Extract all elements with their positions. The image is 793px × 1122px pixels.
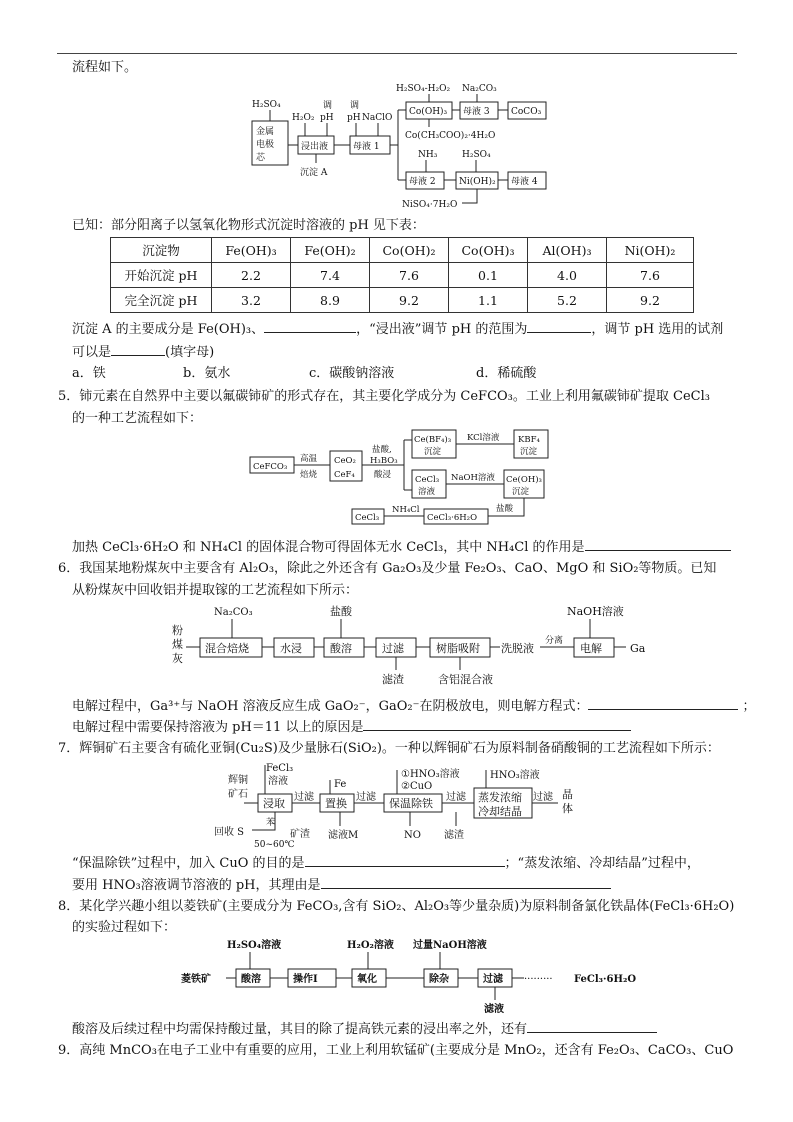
svg-text:沉淀: 沉淀 [424, 447, 442, 457]
q7-question-a: “保温除铁”过程中，加入 CuO 的目的是 ；“蒸发浓缩、冷却结晶”过程中， [72, 856, 700, 871]
svg-text:Co(OH)₃: Co(OH)₃ [409, 107, 448, 117]
svg-text:溶液: 溶液 [268, 776, 288, 787]
svg-text:H₂SO₄溶液: H₂SO₄溶液 [227, 940, 282, 951]
svg-text:盐酸: 盐酸 [330, 605, 352, 618]
q6-line1: 6．我国某地粉煤灰中主要含有 Al₂O₃，除此之外还含有 Ga₂O₃及少量 Fe₂O₃、CaO、MgO 和 SiO₂等物质。已知 [58, 561, 717, 576]
svg-text:②CuO: ②CuO [401, 781, 433, 792]
svg-text:煤: 煤 [172, 638, 183, 651]
q9-line1: 9．高纯 MnCO₃在电子工业中有重要的应用，工业上利用软锰矿(主要成分是 MnO₂，还含有 Fe₂O₃、CaCO₃、CuO [58, 1043, 734, 1058]
svg-text:水浸: 水浸 [280, 642, 302, 655]
svg-text:酸溶: 酸溶 [330, 642, 352, 655]
svg-text:矿石: 矿石 [228, 789, 248, 800]
svg-text:NH₄Cl: NH₄Cl [392, 505, 420, 515]
q6-question-b: 电解过程中需要保持溶液为 pH＝11 以上的原因是 [72, 718, 631, 736]
svg-text:高温: 高温 [300, 454, 318, 464]
svg-text:矿渣: 矿渣 [290, 829, 310, 840]
svg-text:CeCl₃·6H₂O: CeCl₃·6H₂O [427, 513, 478, 523]
known-text: 已知：部分阳离子以氢氧化物形式沉淀时溶液的 pH 见下表： [72, 218, 425, 233]
q6-question-a: 电解过程中，Ga³⁺与 NaOH 溶液反应生成 GaO₂⁻，GaO₂⁻在阴极放电，则电解方程式： ； [72, 699, 756, 714]
svg-text:树脂吸附: 树脂吸附 [436, 642, 480, 655]
q5-line1: 5．铈元素在自然界中主要以氟碳铈矿的形式存在，其主要化学成分为 CeFCO₃。工业上利用氟碳铈矿提取 CeCl₃ [58, 389, 710, 404]
svg-text:50~60℃: 50~60℃ [254, 840, 295, 850]
svg-text:过滤: 过滤 [533, 792, 553, 803]
svg-text:H₂O₂溶液: H₂O₂溶液 [347, 940, 394, 951]
svg-text:操作Ⅰ: 操作Ⅰ [293, 974, 318, 985]
svg-text:NaClO: NaClO [362, 113, 393, 123]
svg-text:含铝混合液: 含铝混合液 [438, 673, 493, 686]
svg-text:NH₃: NH₃ [418, 150, 438, 160]
svg-text:混合焙烧: 混合焙烧 [205, 642, 249, 655]
svg-text:Na₂CO₃: Na₂CO₃ [462, 84, 497, 94]
svg-text:菱铁矿: 菱铁矿 [181, 974, 211, 985]
svg-text:调: 调 [323, 101, 333, 111]
svg-text:母液 3: 母液 3 [463, 107, 490, 117]
q8-line1: 8．某化学兴趣小组以菱铁矿(主要成分为 FeCO₃,含有 SiO₂、Al₂O₃等少量杂质)为原料制备氯化铁晶体(FeCl₃·6H₂O) [58, 899, 735, 914]
svg-text:Ce(BF₄)₃: Ce(BF₄)₃ [414, 435, 452, 445]
svg-text:电解: 电解 [580, 642, 602, 655]
svg-text:洗脱液: 洗脱液 [501, 642, 534, 655]
svg-text:沉淀: 沉淀 [520, 447, 538, 457]
svg-text:pH: pH [320, 113, 334, 123]
svg-text:浸取: 浸取 [263, 797, 285, 810]
svg-text:CeCl₃: CeCl₃ [415, 475, 440, 485]
svg-text:过滤: 过滤 [382, 642, 404, 655]
svg-text:粉: 粉 [172, 624, 183, 637]
svg-text:CeO₂: CeO₂ [334, 456, 356, 466]
svg-text:Fe: Fe [334, 779, 347, 790]
q5-line2: 的一种工艺流程如下： [72, 411, 203, 426]
q4-line1: 沉淀 A 的主要成分是 Fe(OH)₃、 ，“浸出液”调节 pH 的范围为 ，调节 pH 选用的试剂 [72, 322, 724, 337]
svg-text:母液 2: 母液 2 [409, 177, 436, 187]
svg-text:滤渣: 滤渣 [444, 830, 464, 841]
svg-text:NaOH溶液: NaOH溶液 [451, 473, 495, 483]
svg-text:除杂: 除杂 [429, 974, 449, 985]
svg-text:晶: 晶 [562, 788, 573, 801]
svg-text:辉铜: 辉铜 [228, 775, 248, 786]
svg-text:浸出液: 浸出液 [301, 142, 329, 152]
table-row: 开始沉淀 pH 2.2 7.4 7.6 0.1 4.0 7.6 [111, 263, 694, 288]
intro-text: 流程如下。 [72, 60, 138, 75]
f1-ppt-a: 沉淀 A [300, 168, 328, 178]
svg-text:过滤: 过滤 [446, 792, 466, 803]
svg-text:CoCO₃: CoCO₃ [511, 107, 542, 117]
q7-line1: 7．辉铜矿石主要含有硫化亚铜(Cu₂S)及少量脉石(SiO₂)。一种以辉铜矿石为原料制备硝酸铜的工艺流程如下所示： [58, 741, 720, 756]
q7-question-b: 要用 HNO₃溶液调节溶液的 pH，其理由是 [72, 876, 611, 894]
f1-h2so4: H₂SO₄ [252, 100, 281, 110]
svg-text:CeF₄: CeF₄ [334, 470, 355, 480]
svg-text:体: 体 [562, 802, 573, 815]
option-c: c．碳酸钠溶液 [309, 366, 395, 381]
svg-text:滤液: 滤液 [484, 1004, 504, 1015]
svg-text:过量NaOH溶液: 过量NaOH溶液 [413, 940, 487, 951]
svg-text:盐酸: 盐酸 [496, 504, 514, 514]
svg-text:CeFCO₃: CeFCO₃ [253, 462, 288, 472]
svg-text:Ni(OH)₂: Ni(OH)₂ [459, 177, 496, 187]
q6-line2: 从粉煤灰中回收铝并提取镓的工艺流程如下所示： [72, 583, 359, 598]
q8-line2: 的实验过程如下： [72, 920, 177, 935]
svg-text:H₃BO₃: H₃BO₃ [370, 456, 398, 466]
svg-text:NO: NO [404, 830, 421, 841]
svg-text:过滤: 过滤 [483, 974, 503, 985]
svg-text:调: 调 [350, 101, 360, 111]
svg-text:焙烧: 焙烧 [300, 470, 318, 480]
svg-text:灰: 灰 [172, 652, 183, 665]
svg-text:NiSO₄·7H₂O: NiSO₄·7H₂O [402, 200, 458, 210]
svg-text:溶液: 溶液 [418, 487, 436, 497]
svg-text:沉淀: 沉淀 [512, 487, 530, 497]
svg-text:苯: 苯 [266, 818, 276, 828]
svg-text:FeCl₃: FeCl₃ [266, 763, 294, 774]
svg-text:H₂SO₄: H₂SO₄ [462, 150, 491, 160]
svg-text:冷却结晶: 冷却结晶 [478, 805, 522, 818]
svg-text:过滤: 过滤 [294, 792, 314, 803]
svg-text:H₂O₂: H₂O₂ [292, 113, 315, 123]
svg-text:盐酸,: 盐酸, [372, 445, 392, 455]
svg-text:分离: 分离 [545, 636, 564, 646]
svg-text:蒸发浓缩: 蒸发浓缩 [478, 791, 522, 804]
q4-line2: 可以是 (填字母) [72, 345, 215, 360]
svg-text:电极: 电极 [256, 140, 275, 150]
svg-text:滤液M: 滤液M [328, 830, 359, 841]
svg-text:Ce(OH)₃: Ce(OH)₃ [506, 475, 542, 485]
q5-question: 加热 CeCl₃·6H₂O 和 NH₄Cl 的固体混合物可得固体无水 CeCl₃，其中 NH₄Cl 的作用是 [72, 538, 731, 556]
svg-text:过滤: 过滤 [356, 792, 376, 803]
svg-text:NaOH溶液: NaOH溶液 [567, 605, 624, 618]
option-a: a．铁 [72, 366, 106, 381]
svg-text:滤渣: 滤渣 [382, 673, 404, 686]
option-d: d．稀硫酸 [476, 366, 537, 381]
svg-text:Na₂CO₃: Na₂CO₃ [214, 607, 253, 618]
svg-text:CeCl₃: CeCl₃ [355, 513, 380, 523]
svg-text:置换: 置换 [325, 797, 347, 810]
svg-text:pH: pH [347, 113, 361, 123]
svg-text:回收 S: 回收 S [214, 827, 245, 838]
svg-text:FeCl₃·6H₂O: FeCl₃·6H₂O [574, 974, 637, 985]
svg-text:保温除铁: 保温除铁 [389, 797, 433, 810]
svg-text:氧化: 氧化 [357, 974, 377, 985]
svg-text:Co(CH₃COO)₂·4H₂O: Co(CH₃COO)₂·4H₂O [405, 131, 496, 141]
svg-text:HNO₃溶液: HNO₃溶液 [490, 770, 540, 781]
svg-text:①HNO₃溶液: ①HNO₃溶液 [401, 769, 460, 780]
q8-question: 酸溶及后续过程中均需保持酸过量，其目的除了提高铁元素的浸出率之外，还有 [72, 1020, 657, 1038]
svg-text:酸溶: 酸溶 [241, 974, 261, 985]
svg-text:Ga: Ga [630, 642, 646, 655]
svg-text:芯: 芯 [256, 153, 266, 163]
svg-text:KCl溶液: KCl溶液 [467, 433, 500, 443]
svg-text:KBF₄: KBF₄ [518, 435, 540, 445]
svg-text:母液 4: 母液 4 [511, 177, 538, 187]
svg-text:·········: ········· [524, 974, 553, 985]
svg-text:H₂SO₄-H₂O₂: H₂SO₄-H₂O₂ [396, 84, 451, 94]
svg-text:酸浸: 酸浸 [374, 470, 392, 480]
svg-text:母液 1: 母液 1 [353, 142, 380, 152]
option-b: b．氨水 [183, 366, 231, 381]
svg-text:金属: 金属 [256, 127, 275, 137]
table-header-row: 沉淀物 Fe(OH)₃ Fe(OH)₂ Co(OH)₂ Co(OH)₃ Al(OH)₃ Ni(OH)₂ [111, 238, 694, 263]
table-row: 完全沉淀 pH 3.2 8.9 9.2 1.1 5.2 9.2 [111, 288, 694, 313]
